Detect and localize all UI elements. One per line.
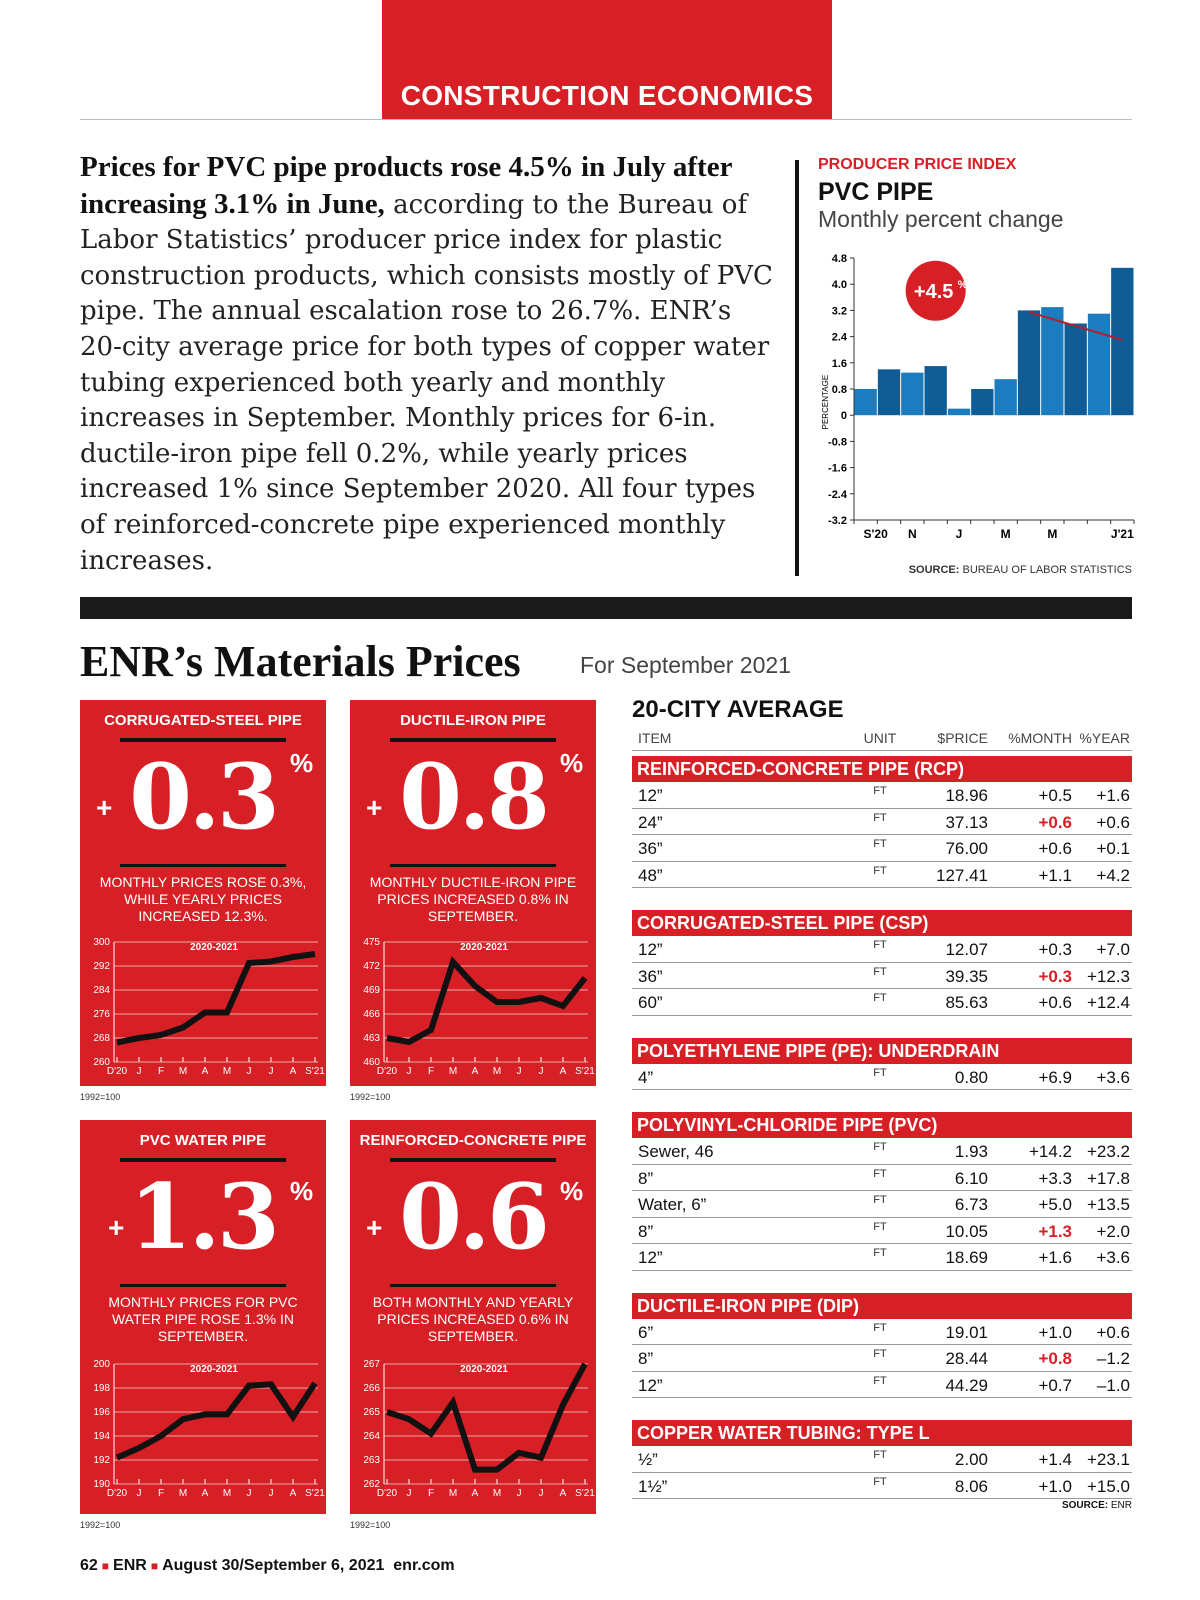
card-x-tick-label: M bbox=[222, 1066, 232, 1077]
card-line-chart bbox=[80, 1356, 326, 1506]
price-card bbox=[80, 700, 326, 1086]
card-percent-sign: % bbox=[290, 1176, 314, 1206]
ppi-y-tick-label: 4.0 bbox=[831, 279, 847, 292]
row-price: 12.07 bbox=[945, 940, 988, 959]
card-x-tick-label: D'20 bbox=[376, 1066, 398, 1077]
card-y-tick-label: 472 bbox=[363, 961, 380, 972]
card-x-tick-label: J bbox=[406, 1066, 412, 1077]
row-month-change: +3.3 bbox=[1038, 1168, 1072, 1188]
row-unit: FT bbox=[873, 992, 887, 1004]
group-title: CORRUGATED-STEEL PIPE (CSP) bbox=[632, 910, 1132, 936]
card-plus-sign: + bbox=[96, 792, 113, 823]
row-item: 24” bbox=[638, 812, 663, 832]
card-x-tick-label: F bbox=[157, 1488, 165, 1499]
header-item: ITEM bbox=[638, 730, 672, 746]
row-year-change: –1.0 bbox=[1096, 1375, 1130, 1395]
row-month-change: +0.6 bbox=[1038, 993, 1072, 1012]
group-title: POLYVINYL-CHLORIDE PIPE (PVC) bbox=[632, 1112, 1132, 1138]
card-plus-sign: + bbox=[108, 1212, 125, 1243]
card-x-tick-label: S'21 bbox=[575, 1066, 595, 1077]
card-y-tick-label: 284 bbox=[93, 985, 110, 996]
row-price: 18.96 bbox=[945, 786, 988, 805]
row-item: 12” bbox=[638, 1375, 663, 1395]
ppi-y-tick-label: 2.4 bbox=[831, 331, 847, 344]
row-item: 8” bbox=[638, 1221, 654, 1241]
card-percent-sign: % bbox=[560, 748, 584, 778]
card-rule bbox=[390, 864, 556, 867]
materials-title: ENR’s Materials Prices bbox=[80, 637, 521, 686]
row-month-change: +1.6 bbox=[1038, 1248, 1072, 1267]
table-row bbox=[632, 989, 1132, 1016]
ppi-title: PVC PIPE bbox=[818, 178, 934, 206]
materials-subtitle: For September 2021 bbox=[580, 652, 791, 678]
card-x-tick-label: M bbox=[492, 1488, 502, 1499]
page-footer: 62 ■ ENR ■ August 30/September 6, 2021 enr.com bbox=[80, 1557, 455, 1574]
table-title: 20-CITY AVERAGE bbox=[632, 696, 844, 723]
card-big-value: 0.8 bbox=[399, 744, 547, 850]
row-item: Water, 6” bbox=[638, 1195, 707, 1214]
card-series-line bbox=[117, 954, 315, 1043]
ppi-bar bbox=[1041, 307, 1063, 415]
header-year: %YEAR bbox=[1079, 730, 1130, 746]
card-y-tick-label: 200 bbox=[93, 1359, 110, 1370]
price-table bbox=[632, 756, 1132, 1521]
index-base-note: 1992=100 bbox=[350, 1092, 391, 1102]
lede-paragraph bbox=[80, 150, 780, 579]
card-rule bbox=[120, 1284, 286, 1287]
card-x-tick-label: J bbox=[516, 1066, 522, 1077]
table-row bbox=[632, 1165, 1132, 1192]
table-source-text: ENR bbox=[1110, 1500, 1132, 1511]
index-base-note: 1992=100 bbox=[80, 1520, 121, 1530]
card-y-tick-label: 463 bbox=[363, 1033, 380, 1044]
row-year-change: +3.6 bbox=[1096, 1067, 1130, 1087]
row-unit: FT bbox=[873, 1066, 887, 1079]
row-unit: FT bbox=[873, 1374, 887, 1387]
row-price: 37.13 bbox=[945, 812, 988, 832]
ppi-bar bbox=[1111, 268, 1133, 415]
ppi-x-tick-label: M bbox=[1000, 527, 1011, 541]
table-row bbox=[632, 1345, 1132, 1372]
price-card bbox=[80, 1120, 326, 1514]
ppi-y-tick-label: -0.8 bbox=[828, 436, 847, 449]
row-month-change: +0.5 bbox=[1038, 786, 1072, 805]
row-year-change: +0.1 bbox=[1096, 839, 1130, 858]
row-unit: FT bbox=[873, 864, 887, 877]
card-y-tick-label: 265 bbox=[363, 1407, 380, 1418]
card-y-tick-label: 276 bbox=[93, 1009, 110, 1020]
row-unit: FT bbox=[873, 785, 887, 797]
row-item: 12” bbox=[638, 940, 663, 959]
card-x-tick-label: S'21 bbox=[575, 1488, 595, 1499]
card-x-tick-label: J bbox=[136, 1066, 142, 1077]
card-y-tick-label: 267 bbox=[363, 1359, 380, 1370]
row-item: 8” bbox=[638, 1349, 654, 1368]
card-y-tick-label: 292 bbox=[93, 961, 110, 972]
row-year-change: –1.2 bbox=[1096, 1349, 1130, 1368]
ppi-kicker: PRODUCER PRICE INDEX bbox=[818, 156, 1017, 173]
card-x-tick-label: M bbox=[448, 1488, 458, 1499]
price-card bbox=[350, 700, 596, 1086]
row-price: 0.80 bbox=[954, 1067, 988, 1087]
row-year-change: +1.6 bbox=[1096, 786, 1130, 805]
card-rule bbox=[390, 1158, 556, 1162]
row-unit: FT bbox=[873, 1449, 887, 1461]
row-item: 1½” bbox=[638, 1476, 668, 1496]
card-y-tick-label: 264 bbox=[363, 1431, 380, 1442]
row-unit: FT bbox=[873, 1167, 887, 1180]
card-line-chart bbox=[350, 1356, 596, 1506]
ppi-y-tick-label: 4.8 bbox=[831, 253, 847, 265]
row-month-change: +1.1 bbox=[1038, 865, 1072, 885]
card-y-tick-label: 192 bbox=[93, 1455, 110, 1466]
card-y-tick-label: 198 bbox=[93, 1383, 110, 1394]
table-source bbox=[632, 1500, 1132, 1511]
card-y-tick-label: 268 bbox=[93, 1033, 110, 1044]
card-x-tick-label: J bbox=[246, 1066, 252, 1077]
row-item: 4” bbox=[638, 1067, 654, 1087]
row-year-change: +12.4 bbox=[1086, 993, 1130, 1012]
row-month-change: +14.2 bbox=[1028, 1142, 1072, 1161]
row-unit: FT bbox=[873, 939, 887, 951]
row-unit: FT bbox=[873, 1348, 887, 1360]
card-x-tick-label: M bbox=[448, 1066, 458, 1077]
page-number: 62 bbox=[80, 1557, 98, 1574]
table-row bbox=[632, 1473, 1132, 1500]
card-series-line bbox=[387, 1364, 585, 1470]
row-item: 48” bbox=[638, 865, 663, 885]
row-price: 8.06 bbox=[954, 1476, 988, 1496]
card-percent-sign: % bbox=[560, 1176, 584, 1206]
card-description: MONTHLY PRICES FOR PVC WATER PIPE ROSE 1.3% IN SEPTEMBER. bbox=[108, 1294, 298, 1344]
card-description: MONTHLY PRICES ROSE 0.3%, WHILE YEARLY PRICES INCREASED 12.3%. bbox=[99, 874, 307, 924]
table-group bbox=[632, 1420, 1132, 1499]
table-row bbox=[632, 963, 1132, 990]
row-price: 85.63 bbox=[945, 993, 988, 1012]
row-month-change: +6.9 bbox=[1038, 1067, 1072, 1087]
ppi-bar bbox=[971, 389, 993, 415]
card-x-tick-label: J bbox=[516, 1488, 522, 1499]
card-line-chart bbox=[350, 934, 596, 1084]
row-month-change: +1.3 bbox=[1038, 1221, 1072, 1241]
index-base-note: 1992=100 bbox=[80, 1092, 121, 1102]
group-title: REINFORCED-CONCRETE PIPE (RCP) bbox=[632, 756, 1132, 782]
card-x-tick-label: A bbox=[559, 1488, 567, 1499]
row-year-change: +12.3 bbox=[1086, 966, 1130, 986]
row-unit: FT bbox=[873, 1220, 887, 1233]
card-line-chart bbox=[80, 934, 326, 1084]
row-price: 1.93 bbox=[954, 1142, 988, 1161]
row-unit: FT bbox=[873, 838, 887, 850]
ppi-bar bbox=[995, 379, 1017, 415]
table-row bbox=[632, 1446, 1132, 1473]
row-price: 127.41 bbox=[936, 865, 988, 885]
ppi-y-tick-label: -2.4 bbox=[828, 488, 847, 501]
row-year-change: +13.5 bbox=[1086, 1195, 1130, 1214]
table-row bbox=[632, 862, 1132, 889]
card-x-tick-label: J bbox=[268, 1066, 274, 1077]
card-x-tick-label: D'20 bbox=[376, 1488, 398, 1499]
card-x-tick-label: M bbox=[178, 1488, 188, 1499]
table-row bbox=[632, 835, 1132, 862]
row-month-change: +0.3 bbox=[1038, 940, 1072, 959]
card-y-tick-label: 460 bbox=[363, 1057, 380, 1068]
card-y-tick-label: 194 bbox=[93, 1431, 110, 1442]
top-rule bbox=[80, 119, 1132, 120]
card-rule bbox=[390, 738, 556, 742]
ppi-y-tick-label: 1.6 bbox=[831, 357, 847, 370]
header-price: $PRICE bbox=[937, 730, 988, 746]
row-price: 10.05 bbox=[945, 1221, 988, 1241]
ppi-source bbox=[818, 564, 1132, 576]
card-x-tick-label: M bbox=[222, 1488, 232, 1499]
row-year-change: +2.0 bbox=[1096, 1221, 1130, 1241]
row-item: 60” bbox=[638, 993, 663, 1012]
header-unit: UNIT bbox=[863, 730, 897, 746]
ppi-x-tick-label: M bbox=[1047, 527, 1058, 541]
card-percent-sign: % bbox=[290, 748, 314, 778]
card-series-line bbox=[117, 1383, 315, 1457]
card-description: MONTHLY DUCTILE-IRON PIPE PRICES INCREASED 0.8% IN SEPTEMBER. bbox=[369, 874, 577, 924]
table-group bbox=[632, 1038, 1132, 1091]
row-price: 18.69 bbox=[945, 1248, 988, 1267]
table-row bbox=[632, 809, 1132, 836]
row-month-change: +0.8 bbox=[1038, 1349, 1072, 1368]
card-x-tick-label: A bbox=[471, 1066, 479, 1077]
card-x-tick-label: D'20 bbox=[106, 1488, 128, 1499]
row-item: 12” bbox=[638, 786, 663, 805]
row-unit: FT bbox=[873, 1141, 887, 1153]
card-x-tick-label: M bbox=[492, 1066, 502, 1077]
card-x-tick-label: J bbox=[406, 1488, 412, 1499]
group-title: POLYETHYLENE PIPE (PE): UNDERDRAIN bbox=[632, 1038, 1132, 1064]
card-rule bbox=[120, 738, 286, 742]
lede-bold: Prices for PVC pipe products rose 4.5% in July after increasing 3.1% in June, bbox=[80, 151, 732, 220]
ppi-y-tick-label: -3.2 bbox=[828, 515, 847, 527]
ppi-bar bbox=[855, 389, 877, 415]
ppi-source-label: SOURCE: bbox=[908, 564, 960, 576]
card-title: PVC WATER PIPE bbox=[139, 1132, 267, 1149]
card-x-tick-label: S'21 bbox=[305, 1488, 325, 1499]
ppi-source-text: BUREAU OF LABOR STATISTICS bbox=[962, 564, 1132, 576]
card-y-tick-label: 300 bbox=[93, 937, 110, 948]
lede-body: according to the Bureau of Labor Statistics’ producer price index for plastic construction products, which consists mostly of PVC pipe. The annual escalation rose to 26.7%. ENR’s 20-city average price for both types of copper water tubing experienced both yearly and monthly increases in September. Monthly prices for 6-in. ductile-iron pipe fell 0.2%, while yearly prices increased 1% since September 2020. All four types of reinforced-concrete pipe experienced monthly increases. bbox=[80, 189, 773, 576]
ppi-x-tick-label: J'21 bbox=[1110, 527, 1134, 541]
ppi-y-axis-label: PERCENTAGE bbox=[821, 374, 830, 430]
card-x-tick-label: A bbox=[201, 1066, 209, 1077]
card-x-tick-label: F bbox=[427, 1066, 435, 1077]
row-month-change: +1.0 bbox=[1038, 1476, 1072, 1496]
table-row bbox=[632, 1372, 1132, 1399]
ppi-x-tick-label: J bbox=[955, 527, 963, 541]
section-label: CONSTRUCTION ECONOMICS bbox=[400, 80, 814, 111]
row-price: 76.00 bbox=[945, 839, 988, 858]
card-x-tick-label: D'20 bbox=[106, 1066, 128, 1077]
card-rule bbox=[390, 1284, 556, 1287]
row-item: 36” bbox=[638, 839, 663, 858]
row-year-change: +0.6 bbox=[1096, 1322, 1130, 1342]
ppi-y-tick-label: -1.6 bbox=[828, 462, 847, 475]
table-row bbox=[632, 1319, 1132, 1346]
card-title: DUCTILE-IRON PIPE bbox=[400, 712, 546, 729]
row-year-change: +0.6 bbox=[1096, 812, 1130, 832]
table-row bbox=[632, 1138, 1132, 1165]
card-chart-label: 2020-2021 bbox=[460, 942, 508, 953]
row-price: 28.44 bbox=[945, 1349, 988, 1368]
card-description: BOTH MONTHLY AND YEARLY PRICES INCREASED 0.6% IN SEPTEMBER. bbox=[372, 1294, 574, 1344]
card-y-tick-label: 475 bbox=[363, 937, 380, 948]
card-y-tick-label: 466 bbox=[363, 1009, 380, 1020]
row-unit: FT bbox=[873, 1321, 887, 1334]
section-divider bbox=[80, 597, 1132, 619]
card-rule bbox=[120, 864, 286, 867]
card-series-line bbox=[387, 962, 585, 1042]
row-price: 2.00 bbox=[954, 1450, 988, 1469]
card-x-tick-label: S'21 bbox=[305, 1066, 325, 1077]
row-unit: FT bbox=[873, 1194, 887, 1206]
row-year-change: +4.2 bbox=[1096, 865, 1130, 885]
card-title: CORRUGATED-STEEL PIPE bbox=[104, 712, 302, 729]
ppi-callout-unit: % bbox=[957, 278, 968, 291]
row-month-change: +0.7 bbox=[1038, 1375, 1072, 1395]
row-price: 44.29 bbox=[945, 1375, 988, 1395]
card-chart-label: 2020-2021 bbox=[460, 1364, 508, 1375]
row-item: ½” bbox=[638, 1450, 658, 1469]
card-rule bbox=[120, 1158, 286, 1162]
row-price: 19.01 bbox=[945, 1322, 988, 1342]
group-title: COPPER WATER TUBING: TYPE L bbox=[632, 1420, 1132, 1446]
card-big-value: 1.3 bbox=[129, 1164, 277, 1270]
row-price: 6.10 bbox=[954, 1168, 988, 1188]
row-year-change: +3.6 bbox=[1096, 1248, 1130, 1267]
row-month-change: +1.0 bbox=[1038, 1322, 1072, 1342]
card-x-tick-label: F bbox=[157, 1066, 165, 1077]
row-unit: FT bbox=[873, 1247, 887, 1259]
card-y-tick-label: 262 bbox=[363, 1479, 380, 1490]
card-y-tick-label: 469 bbox=[363, 985, 380, 996]
card-chart-label: 2020-2021 bbox=[190, 942, 238, 953]
ppi-bar bbox=[1018, 310, 1040, 415]
card-title: REINFORCED-CONCRETE PIPE bbox=[359, 1132, 587, 1149]
card-y-tick-label: 266 bbox=[363, 1383, 380, 1394]
table-row bbox=[632, 782, 1132, 809]
row-year-change: +17.8 bbox=[1086, 1168, 1130, 1188]
table-header bbox=[632, 730, 1132, 750]
table-row bbox=[632, 1191, 1132, 1218]
table-row bbox=[632, 1064, 1132, 1091]
row-unit: FT bbox=[873, 1475, 887, 1488]
table-header-rule bbox=[632, 750, 1132, 751]
table-group bbox=[632, 1112, 1132, 1271]
row-price: 6.73 bbox=[954, 1195, 988, 1214]
group-title: DUCTILE-IRON PIPE (DIP) bbox=[632, 1293, 1132, 1319]
ppi-bar bbox=[1065, 324, 1087, 416]
row-item: 6” bbox=[638, 1322, 654, 1342]
card-x-tick-label: J bbox=[538, 1488, 544, 1499]
card-y-tick-label: 260 bbox=[93, 1057, 110, 1068]
card-x-tick-label: M bbox=[178, 1066, 188, 1077]
row-month-change: +0.3 bbox=[1038, 966, 1072, 986]
card-x-tick-label: A bbox=[559, 1066, 567, 1077]
card-x-tick-label: J bbox=[268, 1488, 274, 1499]
card-x-tick-label: F bbox=[427, 1488, 435, 1499]
card-y-tick-label: 263 bbox=[363, 1455, 380, 1466]
price-card bbox=[350, 1120, 596, 1514]
table-source-label: SOURCE: bbox=[1061, 1500, 1109, 1511]
row-month-change: +5.0 bbox=[1038, 1195, 1072, 1214]
card-plus-sign: + bbox=[366, 792, 383, 823]
card-y-tick-label: 190 bbox=[93, 1479, 110, 1490]
row-price: 39.35 bbox=[945, 966, 988, 986]
row-item: Sewer, 46 bbox=[638, 1142, 714, 1161]
row-year-change: +23.1 bbox=[1086, 1450, 1130, 1469]
ppi-y-tick-label: 0 bbox=[840, 410, 847, 423]
row-unit: FT bbox=[873, 811, 887, 824]
index-base-note: 1992=100 bbox=[350, 1520, 391, 1530]
row-unit: FT bbox=[873, 965, 887, 978]
card-big-value: 0.6 bbox=[399, 1164, 547, 1270]
ppi-bar-chart bbox=[812, 250, 1137, 560]
card-x-tick-label: J bbox=[246, 1488, 252, 1499]
ppi-subtitle: Monthly percent change bbox=[818, 206, 1064, 232]
row-year-change: +7.0 bbox=[1096, 940, 1130, 959]
ppi-y-tick-label: 3.2 bbox=[831, 305, 847, 318]
sidebar-rule bbox=[795, 160, 799, 576]
table-group bbox=[632, 1293, 1132, 1399]
card-x-tick-label: A bbox=[201, 1488, 209, 1499]
card-x-tick-label: J bbox=[538, 1066, 544, 1077]
ppi-bar bbox=[1088, 314, 1110, 416]
ppi-bar bbox=[948, 409, 970, 416]
row-month-change: +1.4 bbox=[1038, 1450, 1072, 1469]
ppi-x-tick-label: S'20 bbox=[863, 527, 888, 541]
ppi-y-tick-label: 0.8 bbox=[831, 384, 847, 396]
table-group bbox=[632, 756, 1132, 888]
ppi-callout-text: +4.5 bbox=[913, 280, 954, 303]
row-month-change: +0.6 bbox=[1038, 839, 1072, 858]
footer-brand: ENR bbox=[113, 1557, 147, 1574]
table-group bbox=[632, 910, 1132, 1016]
table-row bbox=[632, 1218, 1132, 1245]
ppi-bar bbox=[878, 369, 900, 415]
card-x-tick-label: A bbox=[289, 1066, 297, 1077]
header-month: %MONTH bbox=[1008, 730, 1072, 746]
card-x-tick-label: A bbox=[471, 1488, 479, 1499]
footer-date: August 30/September 6, 2021 bbox=[162, 1557, 385, 1574]
card-x-tick-label: J bbox=[136, 1488, 142, 1499]
row-item: 8” bbox=[638, 1168, 654, 1188]
card-big-value: 0.3 bbox=[129, 744, 277, 850]
ppi-bar bbox=[925, 366, 947, 415]
row-month-change: +0.6 bbox=[1038, 812, 1072, 832]
ppi-bar bbox=[901, 373, 923, 416]
footer-site: enr.com bbox=[393, 1557, 455, 1574]
table-row bbox=[632, 936, 1132, 963]
card-x-tick-label: A bbox=[289, 1488, 297, 1499]
ppi-x-tick-label: N bbox=[907, 527, 917, 541]
card-chart-label: 2020-2021 bbox=[190, 1364, 238, 1375]
row-year-change: +15.0 bbox=[1086, 1476, 1130, 1496]
section-tab bbox=[382, 0, 832, 120]
card-y-tick-label: 196 bbox=[93, 1407, 110, 1418]
table-row bbox=[632, 1244, 1132, 1271]
row-year-change: +23.2 bbox=[1086, 1142, 1130, 1161]
row-item: 12” bbox=[638, 1248, 663, 1267]
row-item: 36” bbox=[638, 966, 663, 986]
card-plus-sign: + bbox=[366, 1212, 383, 1243]
